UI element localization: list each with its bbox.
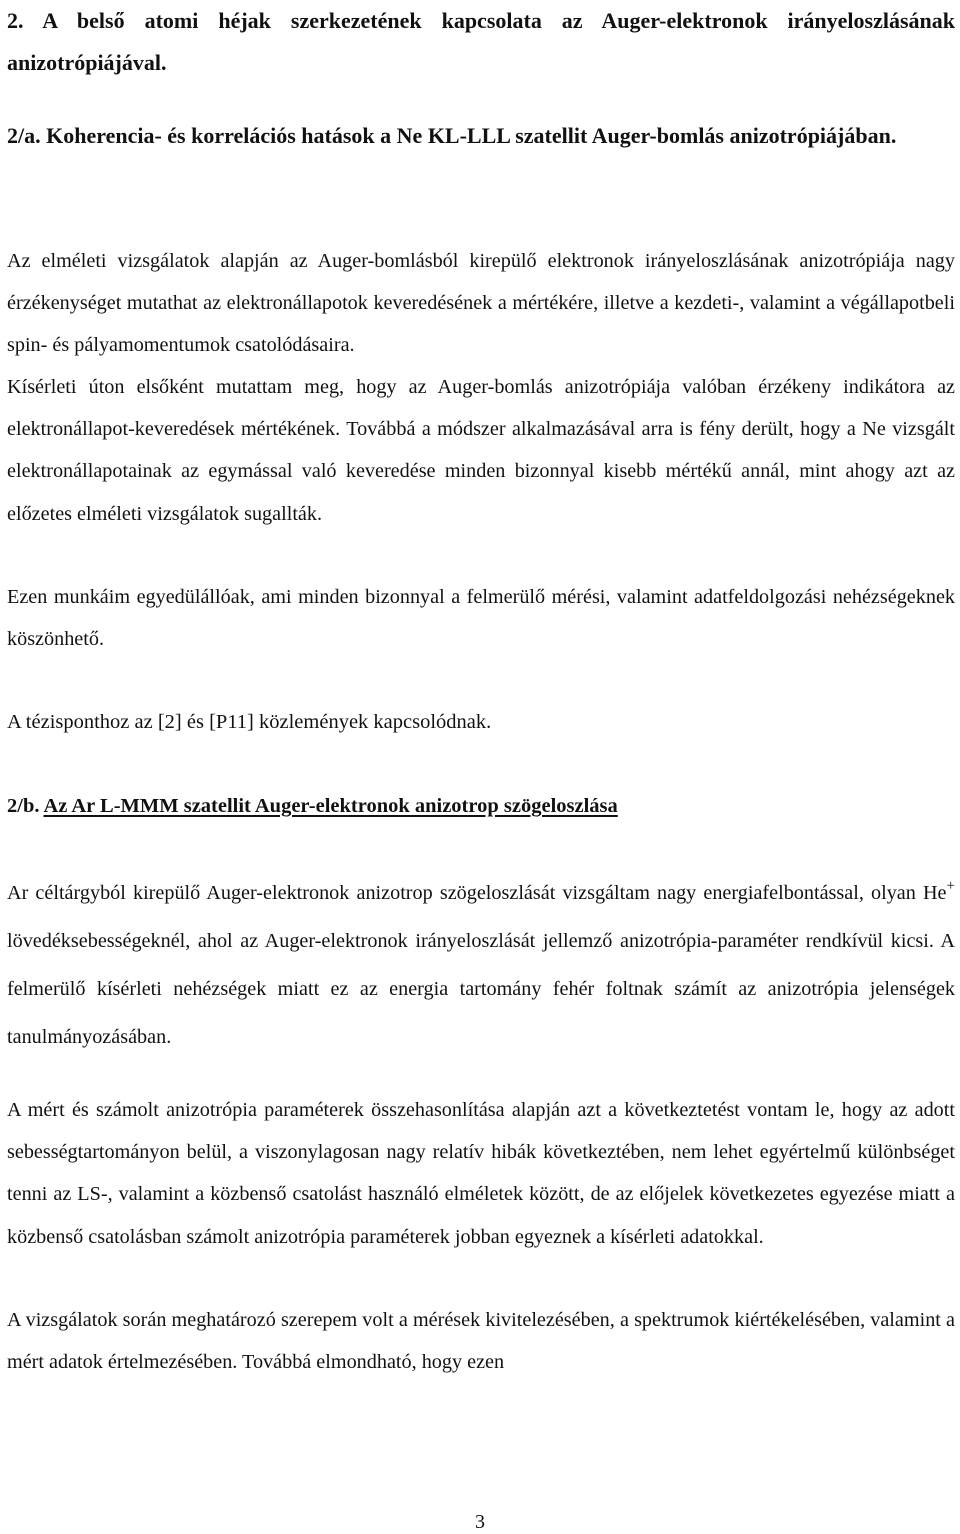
section-heading: 2. A belső atomi héjak szerkezetének kapcsolata az Auger-elektronok irányeloszlásának anizotrópiájával. — [7, 8, 955, 75]
paragraph-text-end: lövedéksebességeknél, ahol az Auger-elektronok irányeloszlását jellemző anizotrópia-paraméter rendkívül kicsi. A felmerülő kísérleti nehézségek miatt ez az energia tartomány fehér foltnak számít az anizotrópia jelenségek tanulmányozásában. — [7, 930, 955, 1048]
paragraph-comparison: A mért és számolt anizotrópia paraméterek összehasonlítása alapján azt a következtetést vontam le, hogy az adott sebességtartományon belül, a viszonylagosan nagy relatív hibák következtében, nem lehet egyértelmű különbséget tenni az LS-, valamint a közbenső csatolást használó elméletek között, de az előjelek következetes egyezése miatt a közbenső csatolásban számolt anizotrópia paraméterek jobban egyeznek a kísérleti adatokkal. — [7, 1099, 955, 1248]
paragraph-role: A vizsgálatok során meghatározó szerepem volt a mérések kivitelezésében, a spektrumok kiértékelésében, valamint a mért adatok értelmezésében. Továbbá elmondható, hogy ezen — [7, 1309, 955, 1374]
superscript-plus: + — [946, 878, 955, 894]
paragraph-experiment: Kísérleti úton elsőként mutattam meg, hogy az Auger-bomlás anizotrópiája valóban érzékeny indikátora az elektronállapot-keveredések mértékének. Továbbá a módszer alkalmazásával arra is fény derült, hogy a Ne vizsgált elektronállapotainak az egymással való keveredése minden bizonnyal kisebb mértékű annál, mint ahogy azt az előzetes elméleti vizsgálatok sugallták. — [7, 376, 955, 525]
subsection-title: Az Ar L-MMM szatellit Auger-elektronok anizotrop szögeloszlása — [43, 795, 618, 817]
subsection-heading-a: 2/a. Koherencia- és korrelációs hatások a Ne KL-LLL szatellit Auger-bomlás anizotrópiájában. — [7, 123, 897, 148]
publications-note: A tézisponthoz az [2] és [P11] közlemények kapcsolódnak. — [7, 711, 492, 733]
paragraph-text-start: Ar céltárgyból kirepülő Auger-elektronok anizotrop szögeloszlását vizsgáltam nagy energiafelbontással, olyan He — [7, 882, 947, 904]
page-number: 3 — [475, 1511, 485, 1533]
subsection-number: 2/b. — [7, 795, 40, 817]
paragraph-theory: Az elméleti vizsgálatok alapján az Auger-bomlásból kirepülő elektronok irányeloszlásának anizotrópiája nagy érzékenységet mutathat az elektronállapotok keveredésének a mértékére, illetve a kezdeti-, valamint a végállapotbeli spin- és pályamomentumok csatolódásaira. — [7, 250, 955, 357]
paragraph-uniqueness: Ezen munkáim egyedülállóak, ami minden bizonnyal a felmerülő mérési, valamint adatfeldolgozási nehézségeknek köszönhető. — [7, 586, 955, 651]
subsection-heading-b — [7, 785, 618, 827]
paragraph-ar-measurement — [7, 869, 955, 1061]
